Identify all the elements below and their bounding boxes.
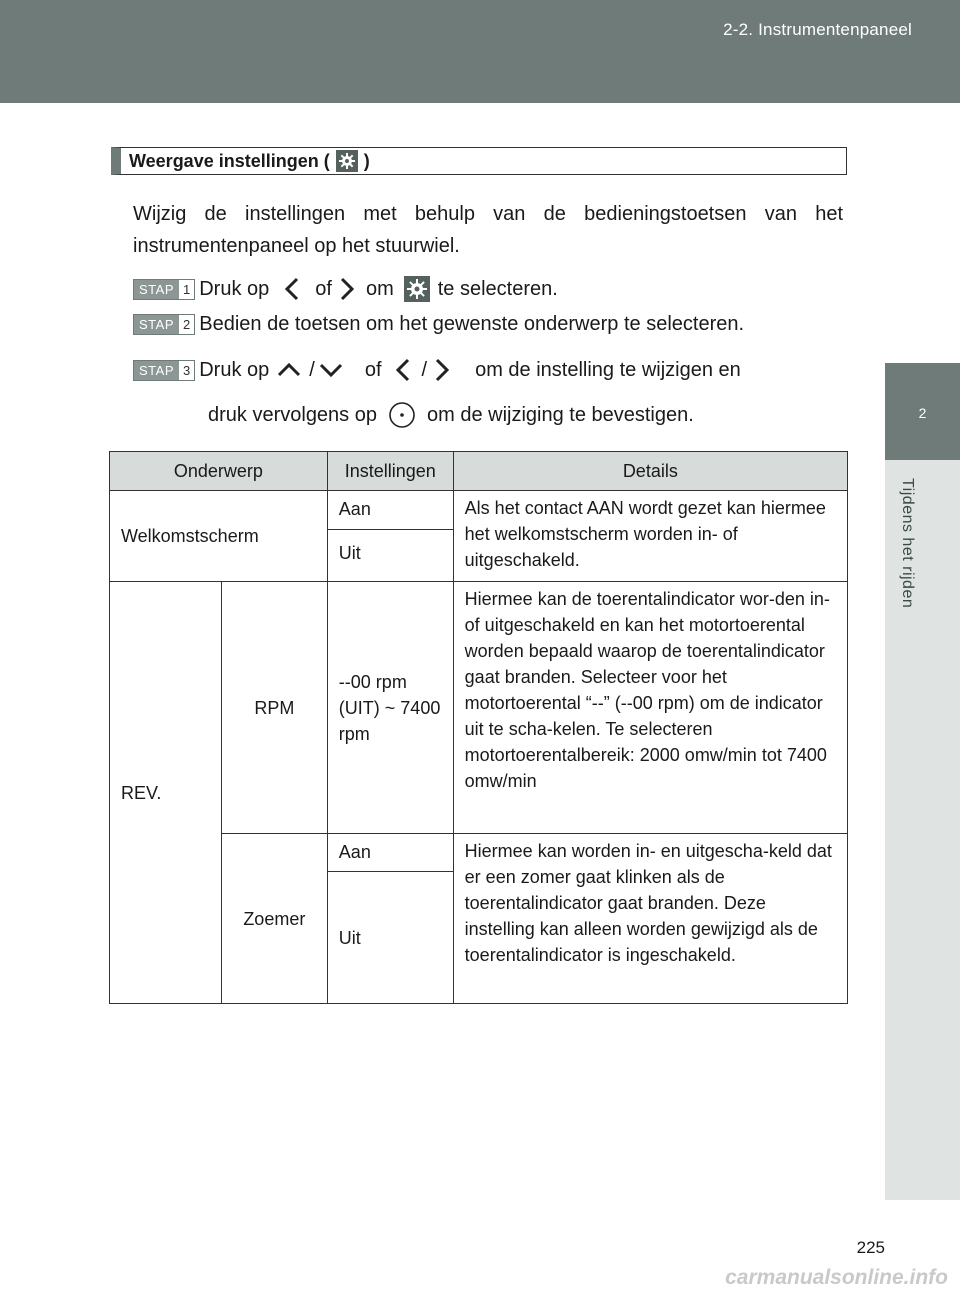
table-row <box>110 491 848 530</box>
chevron-up-icon <box>269 357 309 383</box>
step-text: Druk op <box>199 359 270 381</box>
setting-cell: Aan <box>327 491 453 530</box>
step-3 <box>133 356 843 384</box>
step-text: of <box>315 278 332 300</box>
chevron-down-icon <box>315 357 351 383</box>
table-row <box>110 582 848 834</box>
step-badge: STAP 2 <box>133 314 195 335</box>
step-text: / <box>421 359 428 381</box>
settings-gear-icon <box>336 150 358 172</box>
setting-cell: Uit <box>327 872 453 1004</box>
step-text: om de wijziging te bevestigen. <box>426 404 694 426</box>
enter-button-icon <box>377 400 427 430</box>
subject-cell: REV. <box>110 582 222 1004</box>
step-2 <box>133 310 744 338</box>
chapter-label: Tijdens het rijden <box>899 478 916 609</box>
col-header: Onderwerp <box>110 452 328 491</box>
col-header: Instellingen <box>327 452 453 491</box>
setting-cell: Uit <box>327 530 453 582</box>
step-1 <box>133 275 558 303</box>
step-text: Druk op <box>199 278 270 300</box>
step-text: / <box>309 359 315 381</box>
subject-cell: Welkomstscherm <box>110 491 328 582</box>
chevron-left-icon <box>269 276 315 302</box>
table-header-row <box>110 452 848 491</box>
step-badge: STAP 1 <box>133 279 195 300</box>
step-3-continued <box>208 400 694 430</box>
chevron-left-icon <box>382 357 422 383</box>
section-heading <box>111 147 847 175</box>
page-number: 225 <box>856 1238 885 1257</box>
step-text: druk vervolgens op <box>208 404 377 426</box>
chapter-number: 2 <box>918 405 927 421</box>
chapter-tab-strip <box>885 460 960 1200</box>
settings-table <box>109 451 848 1004</box>
step-badge: STAP 3 <box>133 360 195 381</box>
setting-cell: Aan <box>327 834 453 872</box>
watermark: carmanualsonline.info <box>725 1266 948 1289</box>
subitem-cell: Zoemer <box>221 834 327 1004</box>
chevron-right-icon <box>332 276 366 302</box>
subitem-cell: RPM <box>221 582 327 834</box>
details-cell: Hiermee kan de toerentalindicator wor-den in- of uitgeschakeld en kan het motortoerental worden bepaald waarop de toerentalindicator gaat branden. Selecteer voor het motortoerental “--” (--00 rpm) om de indicator uit te scha-kelen. Te selecteren motortoerentalbereik: 2000 omw/min tot 7400 omw/min <box>453 582 847 834</box>
setting-cell: --00 rpm (UIT) ~ 7400 rpm <box>327 582 453 834</box>
step-text: om de instelling te wijzigen en <box>475 359 741 381</box>
section-title-suffix: ) <box>363 150 370 171</box>
details-cell: Als het contact AAN wordt gezet kan hiermee het welkomstscherm worden in- of uitgeschakeld. <box>453 491 847 582</box>
settings-gear-icon <box>394 275 438 303</box>
chapter-tab <box>885 363 960 460</box>
col-header: Details <box>453 452 847 491</box>
section-title-prefix: Weergave instellingen ( <box>129 150 330 171</box>
header-bar <box>0 0 960 103</box>
step-text: om <box>365 278 394 300</box>
step-text: Bedien de toetsen om het gewenste onderwerp te selecteren. <box>199 313 745 335</box>
step-text: te selecteren. <box>437 278 558 300</box>
intro-paragraph: Wijzig de instellingen met behulp van de bedieningstoetsen van het instrumentenpaneel op het stuurwiel. <box>133 203 843 257</box>
details-cell: Hiermee kan worden in- en uitgescha-keld dat er een zomer gaat klinken als de toerentalindicator gaat branden. Deze instelling kan alleen worden gewijzigd als de toerentalindicator is ingeschakeld. <box>453 834 847 1004</box>
step-text: of <box>364 359 382 381</box>
chevron-right-icon <box>427 357 461 383</box>
section-breadcrumb: 2-2. Instrumentenpaneel <box>723 20 912 39</box>
